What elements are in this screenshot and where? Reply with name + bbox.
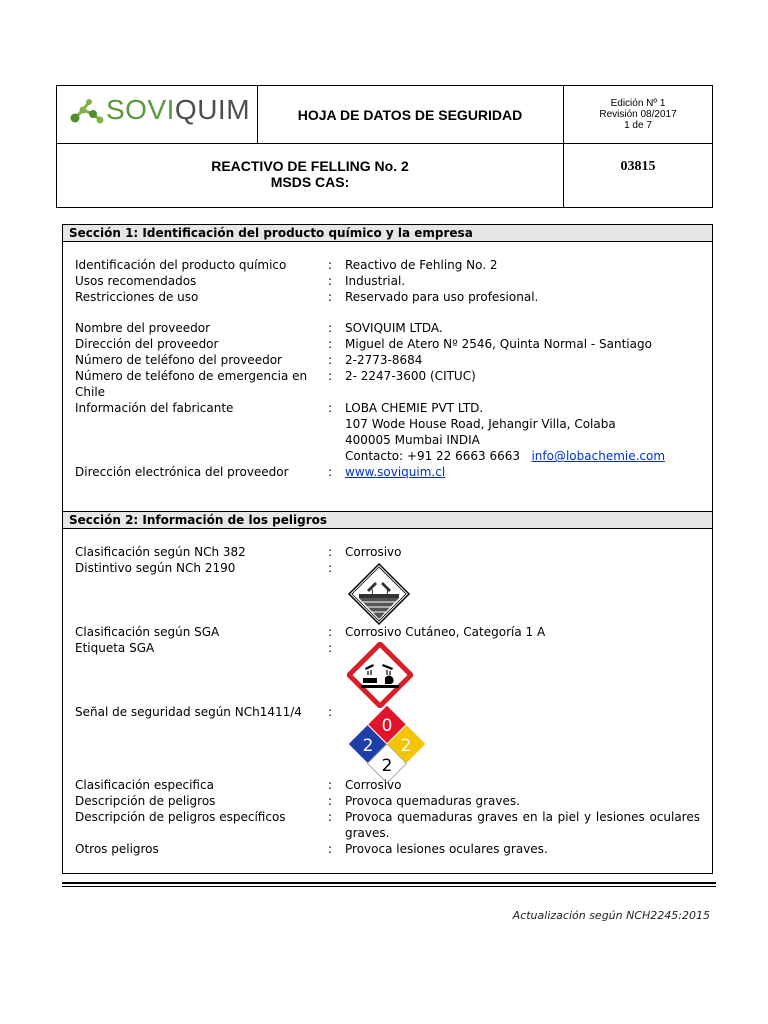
field-value: 2- 2247-3600 (CITUC)	[345, 369, 476, 383]
field-separator: :	[328, 258, 333, 272]
ghs-corrosion-icon	[347, 642, 413, 708]
soviquim-logo	[69, 92, 249, 130]
section-1	[62, 224, 713, 512]
field-label: Señal de seguridad según NCh1411/4	[75, 705, 302, 719]
field-separator: :	[328, 810, 333, 824]
field-value: Provoca quemaduras graves.	[345, 794, 520, 808]
field-separator: :	[328, 369, 333, 383]
field-value: Miguel de Atero Nº 2546, Quinta Normal - Santiago	[345, 337, 652, 351]
nfpa-diamond-icon	[347, 704, 427, 784]
page-number: 1 de 7	[624, 120, 652, 131]
field-separator: :	[328, 641, 333, 655]
field-label: Dirección electrónica del proveedor	[75, 465, 289, 479]
manufacturer-email-link[interactable]: info@lobachemie.com	[531, 449, 666, 463]
field-value: Corrosivo	[345, 545, 402, 559]
logo-text	[106, 94, 250, 126]
product-name	[57, 144, 563, 190]
contact-phone: Contacto: +91 22 6663 6663	[345, 449, 521, 463]
logo-text-sovi: SOVI	[106, 94, 175, 125]
field-label-cont: Chile	[75, 385, 106, 399]
field-value: Provoca quemaduras graves en la piel y lesiones oculares	[345, 810, 700, 824]
field-label: Descripción de peligros específicos	[75, 810, 286, 824]
field-separator: :	[328, 401, 333, 415]
field-label: Número de teléfono de emergencia en	[75, 369, 308, 383]
field-value: Reservado para uso profesional.	[345, 290, 539, 304]
field-separator: :	[328, 625, 333, 639]
field-value: Corrosivo	[345, 778, 402, 792]
field-label: Otros peligros	[75, 842, 159, 856]
field-label: Clasificación según SGA	[75, 625, 220, 639]
edition-info	[563, 98, 713, 131]
field-separator: :	[328, 778, 333, 792]
field-label: Nombre del proveedor	[75, 321, 211, 335]
field-value	[345, 464, 700, 480]
field-label: Etiqueta SGA	[75, 641, 155, 655]
field-value: Provoca lesiones oculares graves.	[345, 842, 548, 856]
footer-note: Actualización según NCH2245:2015	[512, 909, 710, 922]
field-value-cont: 400005 Mumbai INDIA	[345, 433, 480, 447]
edition: Edición Nº 1	[610, 98, 666, 109]
product-code: 03815	[620, 159, 656, 174]
field-separator: :	[328, 561, 333, 575]
nfpa-reactivity-value: 2	[400, 736, 412, 756]
field-separator: :	[328, 274, 333, 288]
field-separator: :	[328, 337, 333, 351]
field-separator: :	[328, 321, 333, 335]
revision: Revisión 08/2017	[599, 109, 677, 120]
field-separator: :	[328, 794, 333, 808]
field-label: Identificación del producto químico	[75, 258, 287, 272]
logo-text-quim: QUIM	[174, 94, 251, 125]
nfpa-health-value: 2	[362, 736, 374, 756]
nfpa-special-value: 2	[381, 756, 393, 776]
field-separator: :	[328, 465, 333, 479]
field-label: Dirección del proveedor	[75, 337, 219, 351]
footer-rule	[62, 886, 716, 887]
field-value: SOVIQUIM LTDA.	[345, 321, 443, 335]
field-value: 2-2773-8684	[345, 353, 423, 367]
field-value-cont: 107 Wode House Road, Jehangir Villa, Colaba	[345, 417, 616, 431]
molecule-icon	[69, 98, 105, 126]
field-value: Reactivo de Fehling No. 2	[345, 258, 498, 272]
nfpa-flammability-value: 0	[381, 716, 393, 736]
field-separator: :	[328, 290, 333, 304]
field-value: LOBA CHEMIE PVT LTD.	[345, 401, 484, 415]
field-value: Corrosivo Cutáneo, Categoría 1 A	[345, 625, 546, 639]
msds-cas: MSDS CAS:	[270, 174, 350, 190]
product-title: REACTIVO DE FELLING No. 2	[211, 158, 409, 174]
field-label: Descripción de peligros	[75, 794, 216, 808]
field-label: Información del fabricante	[75, 401, 234, 415]
field-label: Número de teléfono del proveedor	[75, 353, 282, 367]
field-separator: :	[328, 353, 333, 367]
field-separator: :	[328, 842, 333, 856]
field-value-cont: graves.	[345, 826, 390, 840]
field-separator: :	[328, 545, 333, 559]
field-label: Distintivo según NCh 2190	[75, 561, 236, 575]
nch2190-corrosive-icon	[347, 562, 411, 626]
section-1-title: Sección 1: Identificación del producto químico y la empresa	[63, 225, 712, 242]
field-label: Clasificación especifica	[75, 778, 214, 792]
section-2	[62, 511, 713, 874]
footer-rule	[62, 882, 716, 884]
document-header	[56, 85, 713, 208]
field-label: Clasificación según NCh 382	[75, 545, 246, 559]
field-label: Usos recomendados	[75, 274, 197, 288]
section-2-title: Sección 2: Información de los peligros	[63, 512, 712, 529]
field-label: Restricciones de uso	[75, 290, 199, 304]
field-value: Industrial.	[345, 274, 406, 288]
supplier-website-link[interactable]: www.soviquim.cl	[345, 465, 446, 479]
contact-line	[345, 448, 700, 464]
field-separator: :	[328, 705, 333, 719]
document-title: HOJA DE DATOS DE SEGURIDAD	[297, 106, 523, 123]
